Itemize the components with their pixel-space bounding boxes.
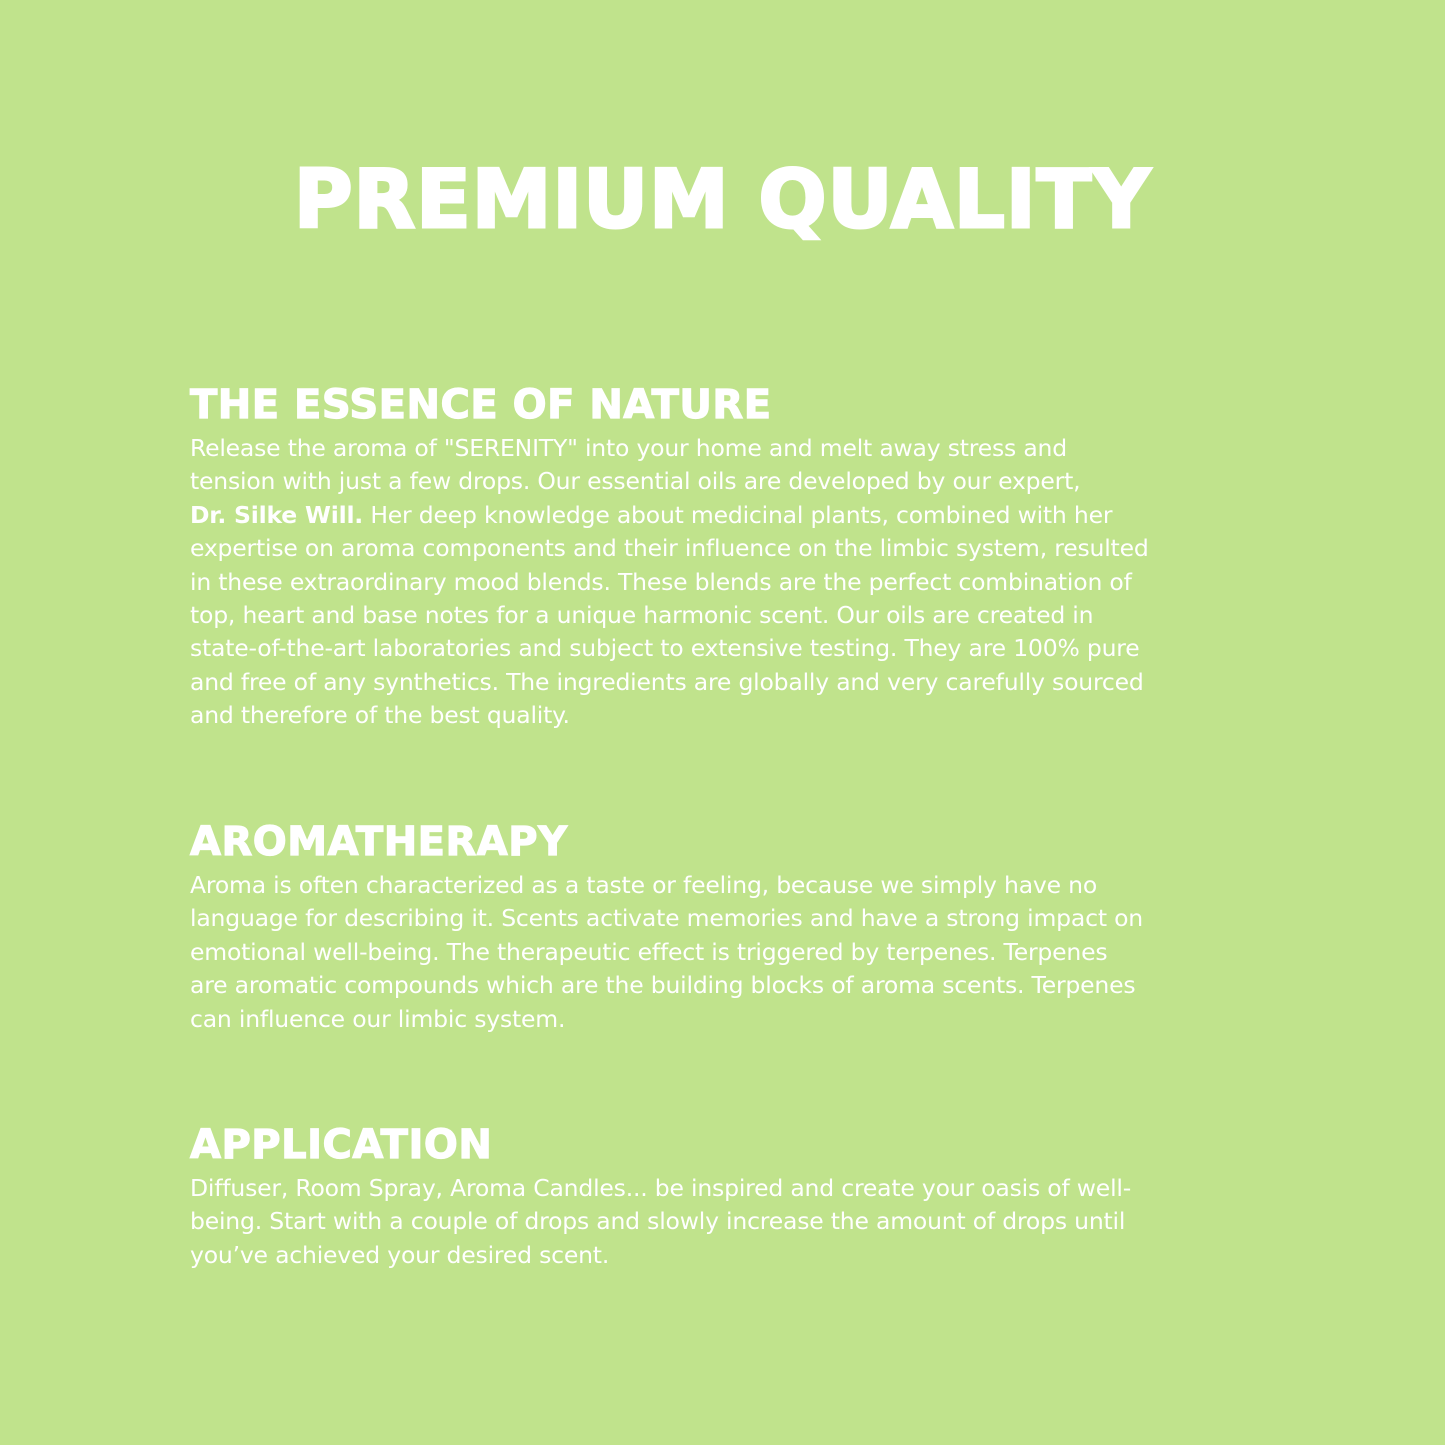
section-application (190, 1120, 1270, 1272)
body-line: in these extraordinary mood blends. These blends are the perfect combination of (190, 567, 1132, 596)
section-body (190, 432, 1270, 733)
body-line: Aroma is often characterized as a taste or feeling, because we simply have no (190, 871, 1098, 899)
section-heading: AROMATHERAPY (190, 819, 568, 865)
section-body (190, 1172, 1270, 1272)
body-line: language for describing it. Scents activate memories and have a strong impact on (190, 904, 1143, 933)
body-line: state-of-the-art laboratories and subject to extensive testing. They are 100% pure (190, 634, 1140, 663)
body-line: you’ve achieved your desired scent. (190, 1240, 610, 1269)
body-line: Release the aroma of "SERENITY" into your home and melt away stress and (190, 434, 1067, 462)
body-line: can influence our limbic system. (190, 1004, 566, 1033)
section-heading: APPLICATION (190, 1122, 493, 1168)
page-title: PREMIUM QUALITY (293, 153, 1152, 246)
section-essence-of-nature (190, 380, 1270, 733)
section-heading: THE ESSENCE OF NATURE (190, 382, 772, 428)
body-line: expertise on aroma components and their influence on the limbic system, resulted (190, 534, 1149, 563)
body-line: emotional well-being. The therapeutic effect is triggered by terpenes. Terpenes (190, 937, 1108, 966)
expert-name: Dr. Silke Will. (190, 500, 364, 529)
body-line: and therefore of the best quality. (190, 701, 570, 730)
body-line-text: Her deep knowledge about medicinal plants, combined with her (370, 500, 1113, 529)
body-line: being. Start with a couple of drops and slowly increase the amount of drops until (190, 1207, 1126, 1236)
section-aromatherapy (190, 817, 1270, 1036)
body-line (190, 499, 1270, 532)
body-line: are aromatic compounds which are the building blocks of aroma scents. Terpenes (190, 971, 1136, 1000)
body-line: top, heart and base notes for a unique harmonic scent. Our oils are created in (190, 601, 1094, 630)
body-line: tension with just a few drops. Our essential oils are developed by our expert, (190, 467, 1081, 496)
body-line: Diffuser, Room Spray, Aroma Candles... be inspired and create your oasis of well- (190, 1174, 1132, 1202)
body-line: and free of any synthetics. The ingredients are globally and very carefully sourced (190, 667, 1144, 696)
section-body (190, 869, 1270, 1036)
